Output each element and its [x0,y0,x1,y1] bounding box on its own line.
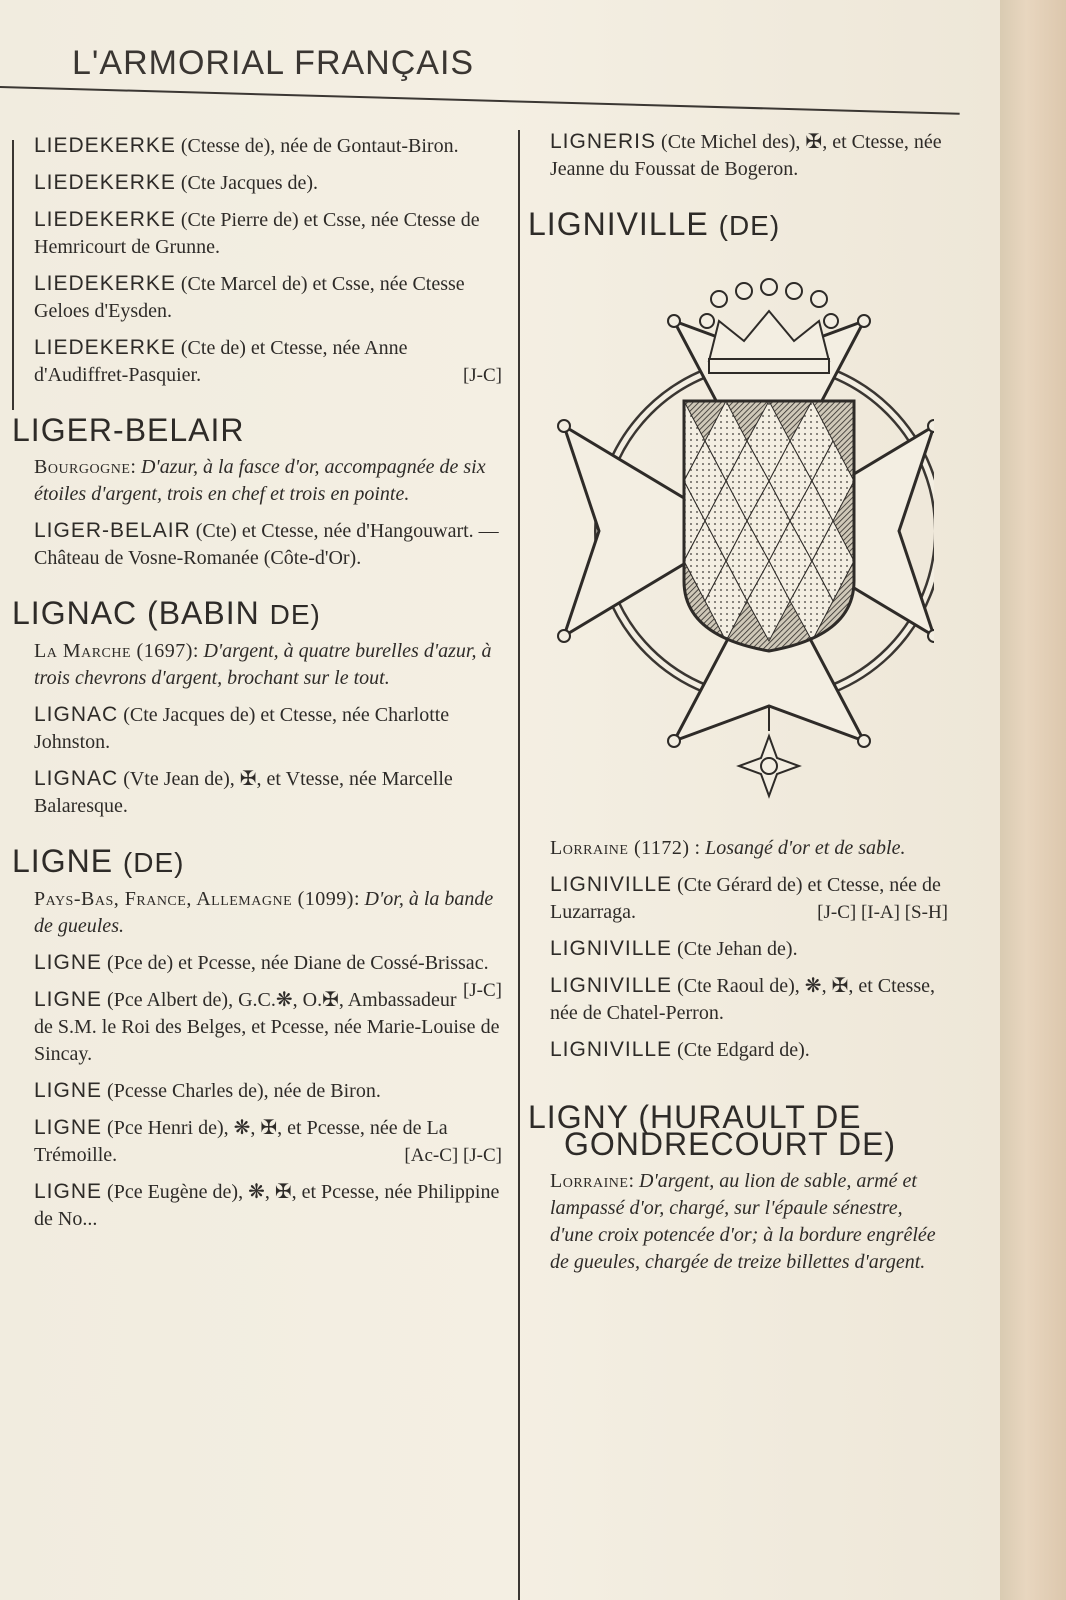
entry-liedekerke-5: LIEDEKERKE (Cte de) et Ctesse, née Anne d'Audiffret-Pasquier. [J-C] [34,336,502,386]
running-header: L'ARMORIAL FRANÇAIS [72,44,475,82]
left-column [12,132,502,1242]
entry-ligniville-2: LIGNIVILLE (Cte Jehan de). [550,937,798,960]
entry-ligniville-4: LIGNIVILLE (Cte Edgard de). [550,1038,810,1061]
entry-ligne-1: LIGNE (Pce de) et Pcesse, née Diane de Cossé-Brissac. [J-C] [34,951,502,1001]
coat-of-arms-icon [544,251,934,811]
blazon-ligne: Pays-Bas, France, Allemagne (1099): D'or, à la bande de gueules. [34,888,494,937]
entry-ligne-4: LIGNE (Pce Henri de), ❋, ✠, et Pcesse, née de La Trémoille. [Ac-C] [J-C] [34,1116,502,1166]
heading-ligny: LIGNY (HURAULT DE GONDRECOURT DE) [528,1099,897,1162]
entry-ligne-2: LIGNE (Pce Albert de), G.C.❋, O.✠, Ambassadeur de S.M. le Roi des Belges, et Pcesse, née Marie-Louise de Sincay. [34,988,500,1065]
header-rule [0,86,960,115]
right-column [528,128,948,1285]
entry-liger-belair: LIGER-BELAIR (Cte) et Ctesse, née d'Hangouwart. — Château de Vosne-Romanée (Côte-d'Or). [34,519,499,569]
column-divider [518,130,520,1600]
entry-ligneris: LIGNERIS (Cte Michel des), ✠, et Ctesse, née Jeanne du Foussat de Bogeron. [550,130,942,180]
heading-liger-belair: LIGER-BELAIR [12,412,245,448]
entry-lignac-2: LIGNAC (Vte Jean de), ✠, et Vtesse, née Marcelle Balaresque. [34,767,453,817]
entry-ligniville-1: LIGNIVILLE (Cte Gérard de) et Ctesse, née de Luzarraga. [J-C] [I-A] [S-H] [550,873,948,923]
blazon-ligniville: Lorraine (1172) : Losangé d'or et de sable. [550,837,906,859]
blazon-liger-belair: Bourgogne: D'azur, à la fasce d'or, accompagnée de six étoiles d'argent, trois en chef et trois en pointe. [34,456,486,505]
blazon-lignac: La Marche (1697): D'argent, à quatre burelles d'azur, à trois chevrons d'argent, brochant sur le tout. [34,640,492,689]
blazon-ligny: Lorraine: D'argent, au lion de sable, armé et lampassé d'or, chargé, sur l'épaule sénestre, d'une croix potencée d'or; à la bordure engrêlée de gueules, chargée de treize billettes d'argent. [550,1170,936,1273]
heading-ligne: LIGNE (DE) [12,843,185,879]
entry-liedekerke-2: LIEDEKERKE (Cte Jacques de). [34,171,319,194]
page-edge [1000,0,1066,1600]
entry-liedekerke-4: LIEDEKERKE (Cte Marcel de) et Csse, née Ctesse Geloes d'Eysden. [34,272,465,322]
entry-liedekerke-1: LIEDEKERKE (Ctesse de), née de Gontaut-Biron. [34,134,459,157]
heading-lignac: LIGNAC (BABIN DE) [12,595,321,631]
entry-lignac-1: LIGNAC (Cte Jacques de) et Ctesse, née Charlotte Johnston. [34,703,450,753]
entry-ligne-3: LIGNE (Pcesse Charles de), née de Biron. [34,1079,381,1102]
entry-liedekerke-3: LIEDEKERKE (Cte Pierre de) et Csse, née Ctesse de Hemricourt de Grunne. [34,208,480,258]
entry-ligniville-3: LIGNIVILLE (Cte Raoul de), ❋, ✠, et Ctesse, née de Chatel-Perron. [550,974,935,1024]
entry-ligne-5: LIGNE (Pce Eugène de), ❋, ✠, et Pcesse, née Philippine de No... [34,1180,500,1230]
heading-ligniville: LIGNIVILLE (DE) [528,206,781,242]
